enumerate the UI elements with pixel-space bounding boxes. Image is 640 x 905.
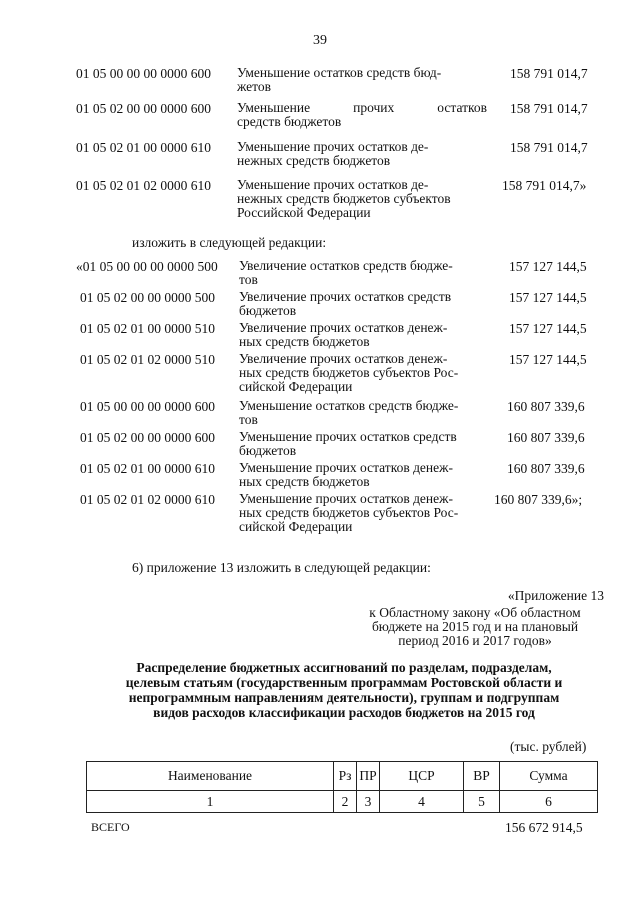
desc-line: Увеличение остатков средств бюдже- xyxy=(239,258,453,273)
desc-line: Уменьшение прочих остатков xyxy=(237,100,487,115)
col-number: 5 xyxy=(464,791,500,813)
desc-line: тов xyxy=(239,272,258,287)
budget-code: 01 05 00 00 00 0000 600 xyxy=(80,399,215,414)
budget-code: 01 05 02 01 02 0000 510 xyxy=(80,352,215,367)
desc-line: нежных средств бюджетов субъектов xyxy=(237,191,451,206)
desc-line: сийской Федерации xyxy=(239,519,353,534)
budget-code: 01 05 02 01 02 0000 610 xyxy=(76,178,211,193)
budget-description xyxy=(237,178,487,220)
table-number-row xyxy=(87,791,598,813)
col-number: 2 xyxy=(334,791,357,813)
budget-amount: 160 807 339,6»; xyxy=(494,492,583,507)
appendix-caption xyxy=(330,589,620,648)
budget-code: «01 05 00 00 00 0000 500 xyxy=(76,259,218,274)
table-header-row xyxy=(87,762,598,791)
col-sum-header: Сумма xyxy=(500,762,598,791)
item-6-text: 6) приложение 13 изложить в следующей редакции: xyxy=(132,560,431,575)
section-heading xyxy=(84,660,604,720)
desc-line: тов xyxy=(239,412,258,427)
budget-code: 01 05 02 00 00 0000 600 xyxy=(80,430,215,445)
desc-line: Уменьшение прочих остатков де- xyxy=(237,139,429,154)
col-pr-header: ПР xyxy=(357,762,380,791)
desc-line: средств бюджетов xyxy=(237,114,342,129)
budget-amount: 158 791 014,7» xyxy=(502,178,587,193)
col-rz-header: Рз xyxy=(334,762,357,791)
budget-amount: 158 791 014,7 xyxy=(510,140,588,155)
budget-description xyxy=(239,399,489,427)
desc-line: ных средств бюджетов субъектов Рос- xyxy=(239,365,459,380)
col-number: 6 xyxy=(500,791,598,813)
heading-line: видов расходов классификации расходов бюджетов на 2015 год xyxy=(153,705,535,720)
appendix-line: к Областному закону «Об областном xyxy=(369,605,581,620)
desc-line: Российской Федерации xyxy=(237,205,371,220)
units-label: (тыс. рублей) xyxy=(510,739,587,754)
desc-line: жетов xyxy=(237,79,271,94)
desc-line: бюджетов xyxy=(239,303,297,318)
page-number: 39 xyxy=(313,33,327,48)
col-name-header: Наименование xyxy=(87,762,334,791)
total-label: ВСЕГО xyxy=(91,820,130,834)
appendix-line: бюджете на 2015 год и на плановый xyxy=(371,619,579,634)
desc-line: бюджетов xyxy=(239,443,297,458)
budget-amount: 160 807 339,6 xyxy=(507,430,585,445)
col-number: 3 xyxy=(357,791,380,813)
desc-line: ных средств бюджетов xyxy=(239,474,370,489)
budget-amount: 160 807 339,6 xyxy=(507,399,585,414)
heading-line: Распределение бюджетных ассигнований по разделам, подразделам, xyxy=(136,660,552,675)
budget-amount: 158 791 014,7 xyxy=(510,101,588,116)
desc-line: сийской Федерации xyxy=(239,379,353,394)
col-number: 4 xyxy=(380,791,464,813)
desc-line: Увеличение прочих остатков средств xyxy=(239,289,452,304)
budget-description xyxy=(239,461,489,489)
budget-code: 01 05 02 01 00 0000 610 xyxy=(76,140,211,155)
budget-description xyxy=(237,101,487,129)
budget-code: 01 05 02 01 02 0000 610 xyxy=(80,492,215,507)
col-csr-header: ЦСР xyxy=(380,762,464,791)
col-vr-header: ВР xyxy=(464,762,500,791)
desc-line: Уменьшение остатков средств бюдже- xyxy=(239,398,459,413)
total-value: 156 672 914,5 xyxy=(505,820,583,835)
budget-code: 01 05 02 01 00 0000 510 xyxy=(80,321,215,336)
appendix-line: период 2016 и 2017 годов» xyxy=(398,633,552,648)
desc-line: Уменьшение остатков средств бюд- xyxy=(237,65,442,80)
desc-line: Уменьшение прочих остатков денеж- xyxy=(239,491,453,506)
budget-amount: 157 127 144,5 xyxy=(509,290,587,305)
budget-description xyxy=(239,290,489,318)
budget-code: 01 05 02 01 00 0000 610 xyxy=(80,461,215,476)
desc-line: Уменьшение прочих остатков средств xyxy=(239,429,457,444)
desc-line: нежных средств бюджетов xyxy=(237,153,391,168)
budget-code: 01 05 02 00 00 0000 600 xyxy=(76,101,211,116)
budget-amount: 157 127 144,5 xyxy=(509,321,587,336)
budget-description xyxy=(237,66,487,94)
desc-line: Увеличение прочих остатков денеж- xyxy=(239,351,448,366)
heading-line: непрограммным направлениям деятельности), группам и подгруппам xyxy=(128,690,560,705)
desc-line: Увеличение прочих остатков денеж- xyxy=(239,320,448,335)
budget-description xyxy=(239,492,489,534)
budget-description xyxy=(239,352,489,394)
desc-line: Уменьшение прочих остатков денеж- xyxy=(239,460,453,475)
budget-amount: 157 127 144,5 xyxy=(509,259,587,274)
col-number: 1 xyxy=(87,791,334,813)
heading-line: целевым статьям (государственным программам Ростовской области и xyxy=(125,675,563,690)
budget-amount: 157 127 144,5 xyxy=(509,352,587,367)
allocation-table xyxy=(86,761,598,813)
desc-line: ных средств бюджетов xyxy=(239,334,370,349)
desc-line: ных средств бюджетов субъектов Рос- xyxy=(239,505,459,520)
budget-code: 01 05 02 00 00 0000 500 xyxy=(80,290,215,305)
appendix-line: «Приложение 13 xyxy=(507,588,604,603)
budget-description xyxy=(239,259,489,287)
budget-description xyxy=(237,140,487,168)
budget-description xyxy=(239,430,489,458)
budget-description xyxy=(239,321,489,349)
budget-amount: 158 791 014,7 xyxy=(510,66,588,81)
restate-text: изложить в следующей редакции: xyxy=(132,235,327,250)
desc-line: Уменьшение прочих остатков де- xyxy=(237,177,429,192)
budget-amount: 160 807 339,6 xyxy=(507,461,585,476)
budget-code: 01 05 00 00 00 0000 600 xyxy=(76,66,211,81)
